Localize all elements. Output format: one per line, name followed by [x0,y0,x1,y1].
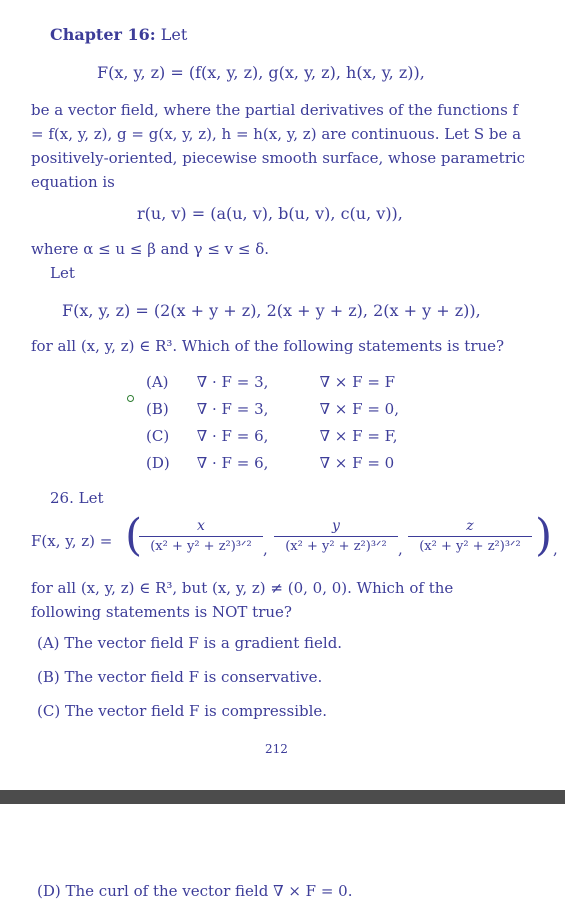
page-number: 212 [265,742,288,756]
option-curl: ∇ × F = F, [319,427,398,445]
option-row-d[interactable] [146,454,416,472]
question-26: for all (x, y, z) ∈ R³, but (x, y, z) ≠ (0, 0, 0). Which of the following statements is NOT true? [31,579,454,621]
chapter-label: Chapter 16: [50,25,156,44]
fraction-y [274,518,398,554]
option-26-d[interactable]: (D) The curl of the vector field ∇ × F = 0. [37,882,353,900]
option-row-b[interactable] [146,400,416,418]
chapter-heading [50,25,187,44]
comma: , [398,540,403,558]
option-curl: ∇ × F = 0 [319,454,395,472]
fraction-z [408,518,532,554]
option-26-a[interactable]: (A) The vector field F is a gradient field. [37,634,343,652]
comma: , [263,540,268,558]
radial-field-lhs: F(x, y, z) = [31,532,113,550]
option-curl: ∇ × F = F [319,373,396,391]
fraction-x [139,518,263,554]
denominator-z: (x² + y² + z²)³ᐟ² [419,539,521,554]
equation-vector-field: F(x, y, z) = (f(x, y, z), g(x, y, z), h(x, y, z)), [97,63,425,82]
option-divergence: ∇ · F = 6, [196,454,269,472]
option-label: (C) [146,427,170,445]
right-paren: ) [535,510,553,561]
option-row-a[interactable] [146,373,416,391]
question-25: for all (x, y, z) ∈ R³. Which of the following statements is true? [31,337,505,355]
problem-26-intro: 26. Let [50,489,104,507]
numerator-z: z [466,518,474,534]
parameter-range: where α ≤ u ≤ β and γ ≤ v ≤ δ. [31,240,270,258]
fraction-bar [408,536,532,537]
option-divergence: ∇ · F = 3, [196,400,269,418]
equation-specific-field: F(x, y, z) = (2(x + y + z), 2(x + y + z), 2(x + y + z)), [62,301,481,320]
equation-parametric: r(u, v) = (a(u, v), b(u, v), c(u, v)), [137,204,403,223]
let-text: Let [50,264,75,282]
denominator-y: (x² + y² + z²)³ᐟ² [285,539,387,554]
fraction-bar [274,536,398,537]
fraction-bar [139,536,263,537]
numerator-y: y [332,518,340,534]
chapter-intro: Let [160,25,188,44]
option-row-c[interactable] [146,427,416,445]
option-divergence: ∇ · F = 6, [196,427,269,445]
selected-option-marker [127,395,134,402]
option-26-b[interactable]: (B) The vector field F is conservative. [37,668,323,686]
comma: , [553,540,558,558]
option-label: (A) [146,373,169,391]
option-curl: ∇ × F = 0, [319,400,399,418]
numerator-x: x [197,518,205,534]
paragraph-definition: be a vector field, where the partial derivatives of the functions f = f(x, y, z), g = g(x, y, z), h = h(x, y, z) are continuous. Let S be a positively-oriented, piecewise smooth surface, whose parametric equation is [31,101,526,191]
option-26-c[interactable]: (C) The vector field F is compressible. [37,702,328,720]
option-label: (B) [146,400,169,418]
option-divergence: ∇ · F = 3, [196,373,269,391]
page-divider [0,790,565,804]
option-label: (D) [146,454,170,472]
equation-radial-field [31,510,561,570]
left-paren: ( [125,510,143,561]
denominator-x: (x² + y² + z²)³ᐟ² [150,539,252,554]
